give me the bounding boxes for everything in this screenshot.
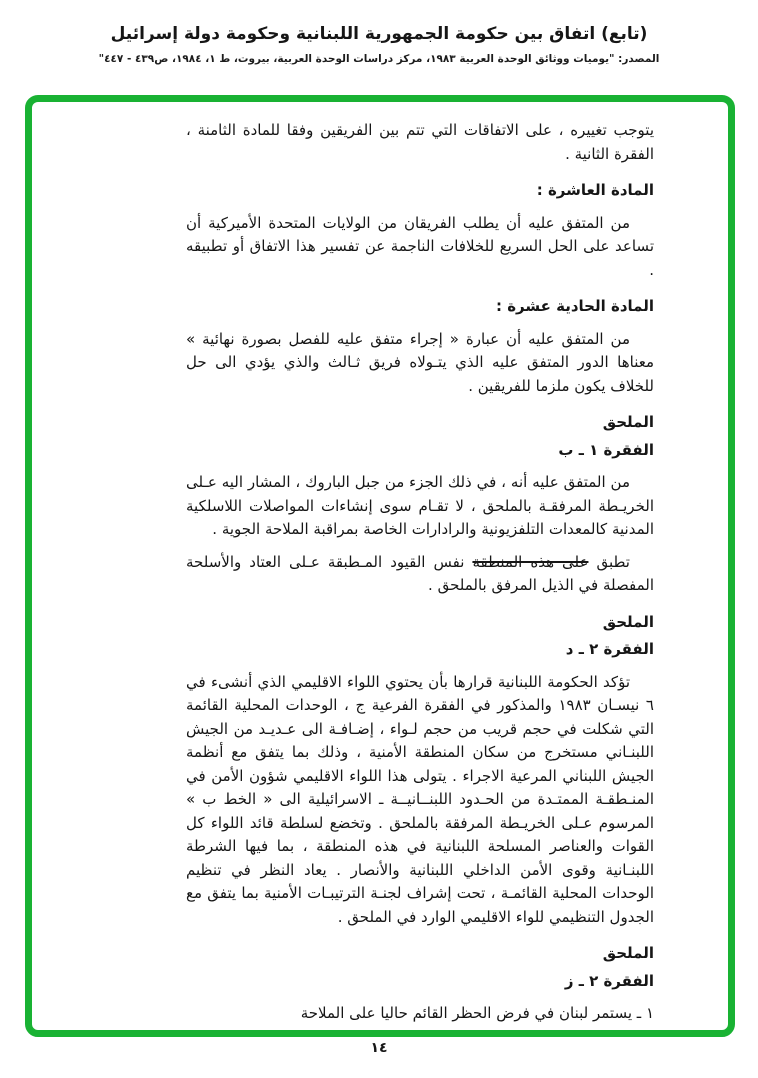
page-title: (تابع) اتفاق بين حكومة الجمهورية اللبنانية وحكومة دولة إسرائيل <box>110 24 648 44</box>
annex-heading: الملحق <box>602 944 654 962</box>
paragraph-continuation: يتوجب تغييره ، على الاتفاقات التي تتم بين الفريقين وفقا للمادة الثامنة ، الفقرة الثانية . <box>186 121 654 163</box>
document-green-border <box>25 95 735 1037</box>
annex-paragraph-label-2-d: الفقرة ٢ ـ د <box>565 640 654 658</box>
paragraph-article-eleven: من المتفق عليه أن عبارة « إجراء متفق عليه للفصل بصورة نهائية » معناها الدور المتفق عليه الذي يتـولاه فريق ثـالث والذي يؤدي الى حل للخلاف يكون ملزما للفريقين . <box>186 329 654 395</box>
paragraph-annex-2-d: تؤكد الحكومة اللبنانية قرارها بأن يحتوي اللواء الاقليمي الذي أنشىء في ٦ نيسـان ١٩٨٣ والمذكور في الفقرة الفرعية ج ، الوحدات المحلية القائمة التي شكلت في حجم قريب من حجم لـواء ، إضـافـة الى عـديـد من الجيش اللبنـاني مستخرج من سكان المنطقة الأمنية ، وذلك بما يتفق مع أنظمة الجيش اللبناني المرعية الاجراء . يتولى هذا اللواء الاقليمي شؤون الأمن في المنـطقـة الممتـدة من الحـدود اللبنــانيــة ـ الاسرائيلية الى « الخط ب » المرسوم عـلى الخريـطة المرفقة بالملحق . وتخضع لسلطة قائد اللواء كل القوات والعناصر المسلحة اللبنانية في هذه المنطقة ، بما فيها الشرطة اللبنـانية وقوى الأمن الداخلي اللبنانية والأنصار . يعاد النظر في تنظيم الوحدات المحلية القائمـة ، تحت إشراف لجنـة الترتيبـات الأمنية بما يتفق مع الجدول التنظيمي للواء الاقليمي الوارد في الملحق . <box>186 672 654 926</box>
paragraph-annex-1-b: من المتفق عليه أنه ، في ذلك الجزء من جبل الباروك ، المشار اليه عـلى الخريـطة المرفقـة بالملحق ، لا تقـام سوى إنشاءات المواصلات اللاسلكية المدنية كالمعدات التلفزيونية والرادارات الخاصة بمراقبة الملاحة الجوية . <box>186 473 654 538</box>
paragraph-annex-1-b-restrictions <box>186 551 654 598</box>
overstrike-pre-text: تطبق <box>588 552 630 571</box>
page-footer <box>0 1040 758 1056</box>
paragraph-annex-2-z-item-1: ١ ـ يستمر لبنان في فرض الحظر القائم حاليا على الملاحة <box>300 1004 654 1022</box>
annex-paragraph-label-2-z: الفقرة ٢ ـ ز <box>564 971 654 990</box>
annex-paragraph-label-1-b: الفقرة ١ ـ ب <box>558 440 654 459</box>
annex-heading: الملحق <box>602 413 654 431</box>
page-number: ١٤ <box>370 1040 388 1056</box>
document-body <box>186 110 654 1035</box>
section-heading-article-eleven: المادة الحادية عشرة : <box>495 297 654 315</box>
source-line: المصدر: "يوميات ووثائق الوحدة العربية ١٩٨٣، مركز دراسات الوحدة العربية، بيروت، ط ١، ١٩٨٤، ص٤٣٩ - ٤٤٧" <box>98 53 660 65</box>
annex-heading: الملحق <box>602 612 654 631</box>
overstruck-text: على هذه المنطقة <box>472 552 589 571</box>
section-heading-article-ten: المادة العاشرة : <box>536 181 654 199</box>
paragraph-article-ten: من المتفق عليه أن يطلب الفريقان من الولايات المتحدة الأميركية أن تساعد على الحل السريع للخلافات الناجمة عن تفسير هذا الاتفاق أو تطبيقه . <box>186 213 654 279</box>
document-header <box>0 24 758 65</box>
overstrike-post-text: نفس القيود المـطبقة عـلى العتاد والأسلحة المفصلة في الذيل المرفق بالملحق . <box>186 552 654 594</box>
